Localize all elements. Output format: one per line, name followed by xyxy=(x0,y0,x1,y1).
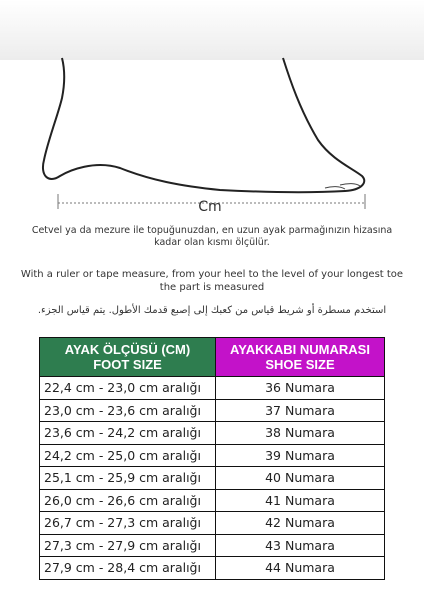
foot-illustration xyxy=(0,55,424,220)
shoe-size-cell: 37 Numara xyxy=(216,399,385,422)
shoe-size-cell: 42 Numara xyxy=(216,512,385,535)
table-row xyxy=(40,399,385,422)
shoe-size-header-line1: AYAKKABI NUMARASI xyxy=(230,342,370,357)
table-header-row xyxy=(40,338,385,377)
foot-size-cell: 26,7 cm - 27,3 cm aralığı xyxy=(40,512,216,535)
table-row xyxy=(40,467,385,490)
size-chart-table xyxy=(39,337,385,580)
table-row xyxy=(40,377,385,400)
measure-unit-label: Cm xyxy=(198,199,222,215)
instruction-arabic: استخدم مسطرة أو شريط قياس من كعبك إلى إصبع قدمك الأطول. يتم قياس الجزء. xyxy=(37,305,387,316)
shoe-size-header-line2: SHOE SIZE xyxy=(265,357,335,372)
table-row xyxy=(40,422,385,445)
shoe-size-cell: 38 Numara xyxy=(216,422,385,445)
table-row xyxy=(40,534,385,557)
instruction-turkish: Cetvel ya da mezure ile topuğunuzdan, en uzun ayak parmağınızın hizasına kadar olan kısmı ölçülür. xyxy=(31,225,393,248)
table-row xyxy=(40,512,385,535)
foot-size-header-line1: AYAK ÖLÇÜSÜ (CM) xyxy=(64,342,191,357)
foot-outline xyxy=(43,58,364,192)
foot-size-cell: 26,0 cm - 26,6 cm aralığı xyxy=(40,489,216,512)
foot-size-cell: 24,2 cm - 25,0 cm aralığı xyxy=(40,444,216,467)
foot-size-header xyxy=(40,338,216,377)
top-background xyxy=(0,0,424,60)
foot-size-cell: 22,4 cm - 23,0 cm aralığı xyxy=(40,377,216,400)
shoe-size-cell: 41 Numara xyxy=(216,489,385,512)
foot-size-cell: 25,1 cm - 25,9 cm aralığı xyxy=(40,467,216,490)
shoe-size-cell: 40 Numara xyxy=(216,467,385,490)
shoe-size-cell: 36 Numara xyxy=(216,377,385,400)
table-row xyxy=(40,557,385,580)
shoe-size-cell: 43 Numara xyxy=(216,534,385,557)
table-row xyxy=(40,444,385,467)
foot-size-header-line2: FOOT SIZE xyxy=(93,357,162,372)
foot-size-cell: 27,9 cm - 28,4 cm aralığı xyxy=(40,557,216,580)
shoe-size-header xyxy=(216,338,385,377)
foot-size-cell: 23,6 cm - 24,2 cm aralığı xyxy=(40,422,216,445)
shoe-size-cell: 39 Numara xyxy=(216,444,385,467)
foot-size-cell: 23,0 cm - 23,6 cm aralığı xyxy=(40,399,216,422)
table-row xyxy=(40,489,385,512)
toe-lines xyxy=(325,184,360,189)
shoe-size-cell: 44 Numara xyxy=(216,557,385,580)
instruction-english: With a ruler or tape measure, from your heel to the level of your longest toe the part is measured xyxy=(20,269,404,293)
foot-size-cell: 27,3 cm - 27,9 cm aralığı xyxy=(40,534,216,557)
